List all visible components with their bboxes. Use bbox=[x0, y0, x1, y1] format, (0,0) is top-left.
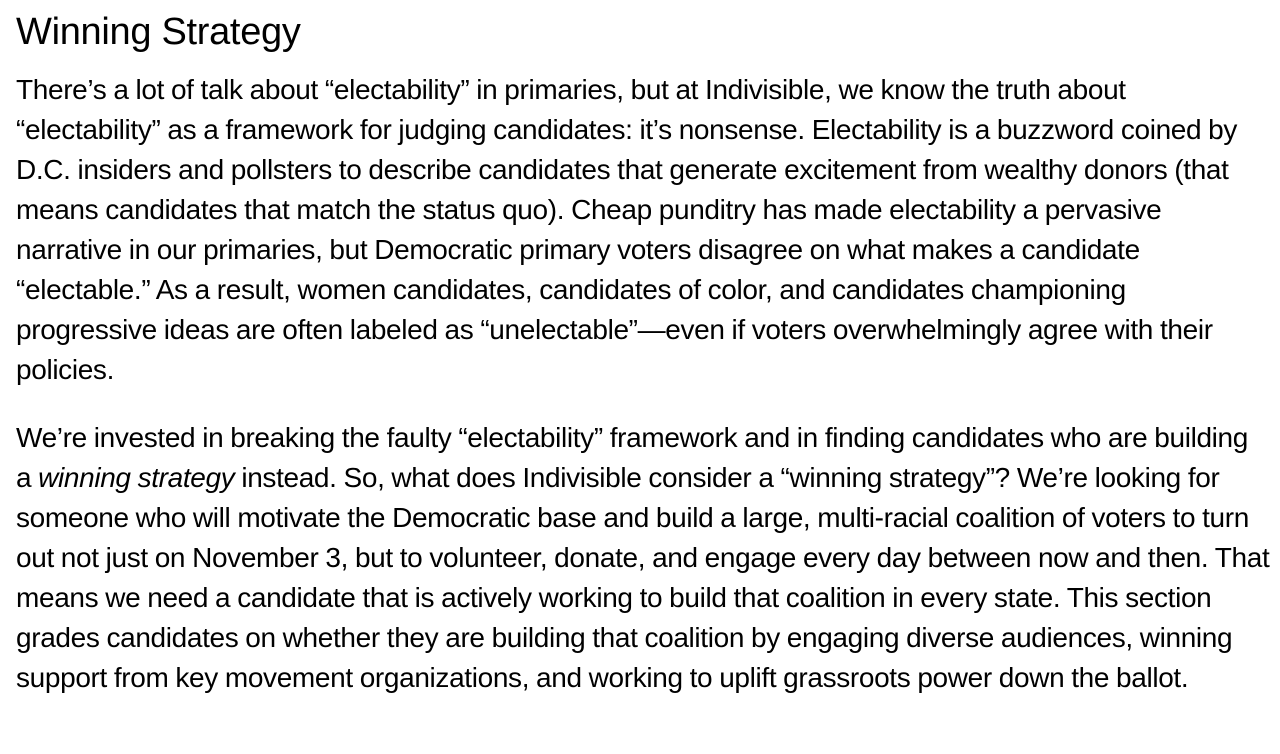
section-heading: Winning Strategy bbox=[16, 11, 301, 53]
paragraph-text-after: instead. So, what does Indivisible consider a “winning strategy”? We’re looking for someone who will motivate the Democratic base and build a large, multi-racial coalition of voters to turn out not just on November 3, but to volunteer, donate, and engage every day between now and then. That means we need a candidate that is actively working to build that coalition in every state. This section grades candidates on whether they are building that coalition by engaging diverse audiences, winning support from key movement organizations, and working to uplift grassroots power down the ballot. bbox=[16, 462, 1270, 693]
emphasis-winning-strategy: winning strategy bbox=[38, 462, 235, 493]
paragraph-winning-strategy bbox=[16, 418, 1270, 698]
paragraph-electability: There’s a lot of talk about “electability” in primaries, but at Indivisible, we know the truth about “electability” as a framework for judging candidates: it’s nonsense. Electability is a buzzword coined by D.C. insiders and pollsters to describe candidates that generate excitement from wealthy donors (that means candidates that match the status quo). Cheap punditry has made electability a pervasive narrative in our primaries, but Democratic primary voters disagree on what makes a candidate “electable.” As a result, women candidates, candidates of color, and candidates championing progressive ideas are often labeled as “unelectable”—even if voters overwhelmingly agree with their policies. bbox=[16, 74, 1238, 385]
paragraph-text-before: We’re invested in breaking the faulty “electability” framework and in finding candidates who are building a bbox=[16, 422, 1248, 493]
document-body bbox=[16, 8, 1270, 726]
